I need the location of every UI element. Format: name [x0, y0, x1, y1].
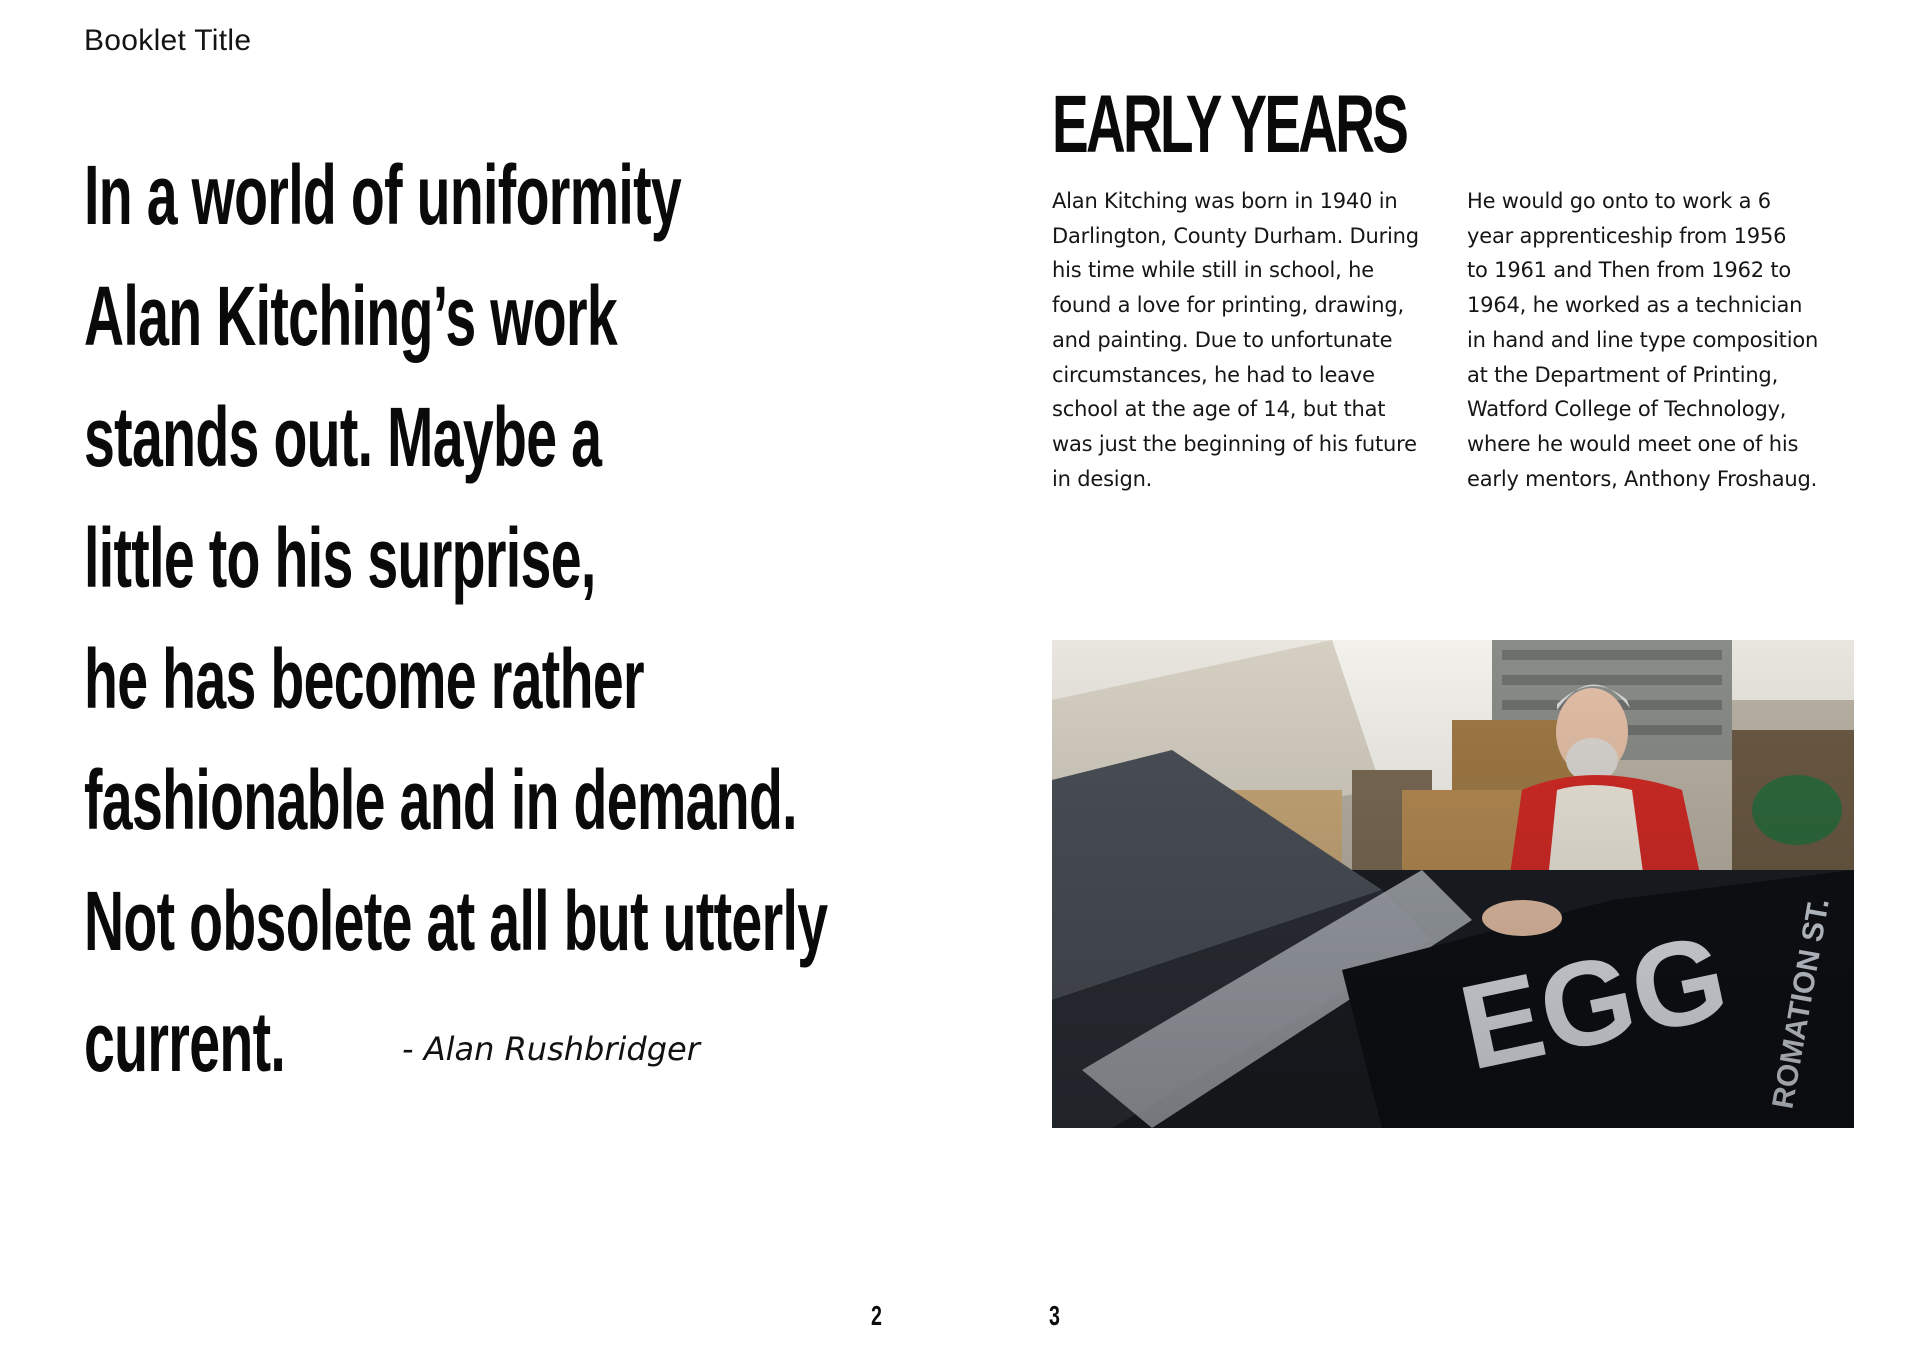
body-line: Darlington, County Durham. During [1052, 223, 1419, 248]
body-line: was just the beginning of his future [1052, 431, 1417, 456]
page-number-right: 3 [1049, 1300, 1060, 1331]
body-column-1 [1052, 184, 1472, 496]
body-line: Alan Kitching was born in 1940 in [1052, 189, 1398, 213]
body-line: 1964, he worked as a technician [1467, 293, 1803, 318]
body-line: his time while still in school, he [1052, 258, 1374, 283]
letterpress-photo [1052, 640, 1854, 1128]
body-line: to 1961 and Then from 1962 to [1467, 258, 1792, 283]
body-line: and painting. Due to unfortunate [1052, 327, 1393, 352]
page-number-left: 2 [871, 1300, 882, 1331]
photo-shading [1052, 640, 1854, 1128]
body-line: Watford College of Technology, [1467, 397, 1787, 422]
quote-line: In a world of uniformity [84, 148, 682, 242]
quote-line: Alan Kitching’s work [84, 269, 618, 363]
booklet-title: Booklet Title [84, 24, 252, 57]
body-line: where he would meet one of his [1467, 431, 1799, 456]
quote-line: stands out. Maybe a [84, 390, 602, 484]
body-line: He would go onto to work a 6 [1467, 189, 1771, 213]
quote-line: he has become rather [84, 632, 644, 726]
quote-line: Not obsolete at all but utterly [84, 874, 828, 968]
body-line: year apprenticeship from 1956 [1467, 223, 1787, 248]
body-line: in hand and line type composition [1467, 327, 1819, 352]
body-line: circumstances, he had to leave [1052, 362, 1375, 387]
body-line: early mentors, Anthony Froshaug. [1467, 466, 1818, 491]
body-column-2 [1467, 184, 1887, 496]
photo-illustration [1052, 640, 1854, 1128]
body-line: school at the age of 14, but that [1052, 397, 1386, 422]
pull-quote [84, 135, 904, 1103]
quote-line: current. [84, 995, 286, 1089]
quote-line: little to his surprise, [84, 511, 596, 605]
quote-author: - Alan Rushbridger [402, 1030, 700, 1068]
quote-line: fashionable and in demand. [84, 753, 797, 847]
body-line: found a love for printing, drawing, [1052, 293, 1404, 318]
body-line: in design. [1052, 466, 1153, 491]
body-line: at the Department of Printing, [1467, 362, 1779, 387]
section-heading: EARLY YEARS [1052, 79, 1407, 170]
